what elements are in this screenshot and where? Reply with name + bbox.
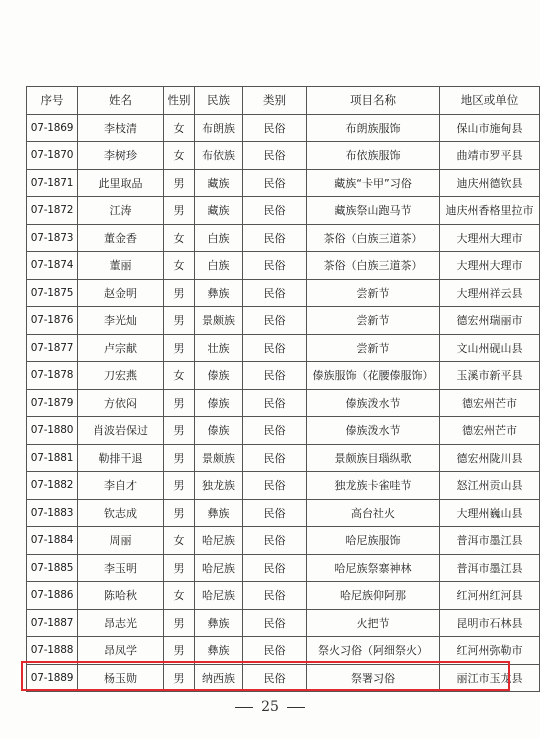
table-row bbox=[27, 389, 540, 417]
cell-ethnicity: 彝族 bbox=[195, 637, 243, 665]
cell-name: 肖波岩保过 bbox=[78, 417, 164, 445]
header-ethnicity: 民族 bbox=[195, 87, 243, 115]
cell-ethnicity: 景颇族 bbox=[195, 307, 243, 335]
cell-gender: 女 bbox=[164, 142, 195, 170]
table-row bbox=[27, 609, 540, 637]
cell-project: 布朗族服饰 bbox=[307, 114, 440, 142]
cell-name: 周丽 bbox=[78, 527, 164, 555]
cell-project: 哈尼族服饰 bbox=[307, 527, 440, 555]
header-gender: 性别 bbox=[164, 87, 195, 115]
cell-gender: 男 bbox=[164, 637, 195, 665]
cell-name: 刀宏燕 bbox=[78, 362, 164, 390]
cell-gender: 女 bbox=[164, 224, 195, 252]
table-row bbox=[27, 334, 540, 362]
cell-region: 迪庆州德钦县 bbox=[440, 169, 540, 197]
cell-gender: 女 bbox=[164, 582, 195, 610]
page-footer bbox=[0, 699, 540, 715]
cell-serial: 07-1883 bbox=[27, 499, 78, 527]
cell-name: 杨玉勋 bbox=[78, 664, 164, 692]
cell-region: 德宏州瑞丽市 bbox=[440, 307, 540, 335]
cell-name: 昂志光 bbox=[78, 609, 164, 637]
cell-project: 尝新节 bbox=[307, 307, 440, 335]
header-region: 地区或单位 bbox=[440, 87, 540, 115]
cell-ethnicity: 藏族 bbox=[195, 197, 243, 225]
cell-project: 茶俗（白族三道茶） bbox=[307, 224, 440, 252]
table-row bbox=[27, 252, 540, 280]
cell-region: 红河州弥勒市 bbox=[440, 637, 540, 665]
cell-serial: 07-1884 bbox=[27, 527, 78, 555]
cell-gender: 男 bbox=[164, 472, 195, 500]
cell-category: 民俗 bbox=[243, 554, 307, 582]
cell-region: 昆明市石林县 bbox=[440, 609, 540, 637]
cell-serial: 07-1871 bbox=[27, 169, 78, 197]
cell-project: 哈尼族仰阿那 bbox=[307, 582, 440, 610]
cell-ethnicity: 哈尼族 bbox=[195, 582, 243, 610]
footer-dash-right bbox=[287, 707, 305, 708]
cell-serial: 07-1880 bbox=[27, 417, 78, 445]
cell-gender: 男 bbox=[164, 197, 195, 225]
cell-name: 董丽 bbox=[78, 252, 164, 280]
cell-serial: 07-1879 bbox=[27, 389, 78, 417]
cell-ethnicity: 藏族 bbox=[195, 169, 243, 197]
cell-name: 赵金明 bbox=[78, 279, 164, 307]
cell-category: 民俗 bbox=[243, 582, 307, 610]
cell-gender: 男 bbox=[164, 334, 195, 362]
table-row bbox=[27, 224, 540, 252]
cell-serial: 07-1885 bbox=[27, 554, 78, 582]
cell-category: 民俗 bbox=[243, 334, 307, 362]
cell-gender: 男 bbox=[164, 444, 195, 472]
inheritor-table bbox=[26, 86, 540, 692]
cell-project: 傣族泼水节 bbox=[307, 389, 440, 417]
cell-project: 藏族“卡甲”习俗 bbox=[307, 169, 440, 197]
table-row bbox=[27, 169, 540, 197]
cell-category: 民俗 bbox=[243, 389, 307, 417]
cell-category: 民俗 bbox=[243, 252, 307, 280]
cell-ethnicity: 布依族 bbox=[195, 142, 243, 170]
cell-category: 民俗 bbox=[243, 527, 307, 555]
cell-gender: 女 bbox=[164, 527, 195, 555]
cell-region: 玉溪市新平县 bbox=[440, 362, 540, 390]
cell-name: 李自才 bbox=[78, 472, 164, 500]
cell-serial: 07-1869 bbox=[27, 114, 78, 142]
table-row bbox=[27, 417, 540, 445]
cell-project: 茶俗（白族三道茶） bbox=[307, 252, 440, 280]
table-row bbox=[27, 114, 540, 142]
cell-name: 李玉明 bbox=[78, 554, 164, 582]
cell-serial: 07-1873 bbox=[27, 224, 78, 252]
cell-gender: 男 bbox=[164, 664, 195, 692]
cell-category: 民俗 bbox=[243, 444, 307, 472]
cell-ethnicity: 壮族 bbox=[195, 334, 243, 362]
page-number: 25 bbox=[261, 699, 279, 715]
header-name: 姓名 bbox=[78, 87, 164, 115]
cell-region: 普洱市墨江县 bbox=[440, 527, 540, 555]
cell-project: 景颇族目瑙纵歌 bbox=[307, 444, 440, 472]
cell-region: 丽江市玉龙县 bbox=[440, 664, 540, 692]
cell-ethnicity: 彝族 bbox=[195, 279, 243, 307]
cell-gender: 男 bbox=[164, 417, 195, 445]
cell-serial: 07-1878 bbox=[27, 362, 78, 390]
cell-ethnicity: 白族 bbox=[195, 224, 243, 252]
cell-name: 陈哈秋 bbox=[78, 582, 164, 610]
cell-region: 德宏州芒市 bbox=[440, 417, 540, 445]
cell-ethnicity: 哈尼族 bbox=[195, 554, 243, 582]
cell-name: 李枝清 bbox=[78, 114, 164, 142]
cell-region: 大理州大理市 bbox=[440, 224, 540, 252]
table-row bbox=[27, 444, 540, 472]
cell-gender: 女 bbox=[164, 114, 195, 142]
table-row bbox=[27, 554, 540, 582]
cell-gender: 女 bbox=[164, 252, 195, 280]
table-row bbox=[27, 362, 540, 390]
cell-serial: 07-1877 bbox=[27, 334, 78, 362]
cell-region: 迪庆州香格里拉市 bbox=[440, 197, 540, 225]
cell-gender: 男 bbox=[164, 609, 195, 637]
cell-ethnicity: 纳西族 bbox=[195, 664, 243, 692]
cell-name: 卢宗献 bbox=[78, 334, 164, 362]
cell-name: 李光灿 bbox=[78, 307, 164, 335]
cell-serial: 07-1887 bbox=[27, 609, 78, 637]
cell-name: 钦志成 bbox=[78, 499, 164, 527]
table-row bbox=[27, 499, 540, 527]
cell-category: 民俗 bbox=[243, 417, 307, 445]
cell-gender: 男 bbox=[164, 169, 195, 197]
cell-category: 民俗 bbox=[243, 169, 307, 197]
cell-ethnicity: 独龙族 bbox=[195, 472, 243, 500]
header-project: 项目名称 bbox=[307, 87, 440, 115]
cell-category: 民俗 bbox=[243, 142, 307, 170]
cell-name: 昂凤学 bbox=[78, 637, 164, 665]
cell-project: 傣族泼水节 bbox=[307, 417, 440, 445]
cell-gender: 男 bbox=[164, 499, 195, 527]
table-row bbox=[27, 664, 540, 692]
cell-region: 文山州砚山县 bbox=[440, 334, 540, 362]
cell-ethnicity: 白族 bbox=[195, 252, 243, 280]
cell-serial: 07-1882 bbox=[27, 472, 78, 500]
header-serial: 序号 bbox=[27, 87, 78, 115]
header-row bbox=[27, 87, 540, 115]
table-header bbox=[27, 87, 540, 115]
table-body bbox=[27, 114, 540, 692]
cell-gender: 女 bbox=[164, 362, 195, 390]
table-row bbox=[27, 142, 540, 170]
cell-project: 尝新节 bbox=[307, 279, 440, 307]
table-row bbox=[27, 527, 540, 555]
cell-category: 民俗 bbox=[243, 279, 307, 307]
cell-serial: 07-1889 bbox=[27, 664, 78, 692]
table-row bbox=[27, 582, 540, 610]
table-row bbox=[27, 307, 540, 335]
cell-name: 董金香 bbox=[78, 224, 164, 252]
cell-project: 藏族祭山跑马节 bbox=[307, 197, 440, 225]
cell-gender: 男 bbox=[164, 554, 195, 582]
cell-ethnicity: 彝族 bbox=[195, 499, 243, 527]
cell-name: 李树珍 bbox=[78, 142, 164, 170]
cell-project: 哈尼族祭寨神林 bbox=[307, 554, 440, 582]
cell-ethnicity: 傣族 bbox=[195, 389, 243, 417]
cell-region: 德宏州芒市 bbox=[440, 389, 540, 417]
cell-name: 江涛 bbox=[78, 197, 164, 225]
cell-project: 祭火习俗（阿细祭火） bbox=[307, 637, 440, 665]
cell-ethnicity: 布朗族 bbox=[195, 114, 243, 142]
cell-name: 此里取品 bbox=[78, 169, 164, 197]
cell-category: 民俗 bbox=[243, 609, 307, 637]
cell-category: 民俗 bbox=[243, 664, 307, 692]
cell-project: 独龙族卡雀哇节 bbox=[307, 472, 440, 500]
cell-project: 祭署习俗 bbox=[307, 664, 440, 692]
cell-name: 方依闷 bbox=[78, 389, 164, 417]
cell-category: 民俗 bbox=[243, 197, 307, 225]
cell-ethnicity: 哈尼族 bbox=[195, 527, 243, 555]
cell-project: 尝新节 bbox=[307, 334, 440, 362]
cell-serial: 07-1886 bbox=[27, 582, 78, 610]
header-category: 类别 bbox=[243, 87, 307, 115]
cell-region: 曲靖市罗平县 bbox=[440, 142, 540, 170]
cell-serial: 07-1881 bbox=[27, 444, 78, 472]
cell-project: 傣族服饰（花腰傣服饰） bbox=[307, 362, 440, 390]
cell-project: 高台社火 bbox=[307, 499, 440, 527]
cell-name: 勒排干退 bbox=[78, 444, 164, 472]
cell-ethnicity: 傣族 bbox=[195, 362, 243, 390]
cell-serial: 07-1876 bbox=[27, 307, 78, 335]
cell-region: 保山市施甸县 bbox=[440, 114, 540, 142]
cell-serial: 07-1872 bbox=[27, 197, 78, 225]
footer-dash-left bbox=[235, 707, 253, 708]
cell-ethnicity: 景颇族 bbox=[195, 444, 243, 472]
cell-region: 大理州大理市 bbox=[440, 252, 540, 280]
cell-region: 大理州祥云县 bbox=[440, 279, 540, 307]
cell-region: 普洱市墨江县 bbox=[440, 554, 540, 582]
cell-serial: 07-1888 bbox=[27, 637, 78, 665]
cell-gender: 男 bbox=[164, 307, 195, 335]
cell-region: 大理州巍山县 bbox=[440, 499, 540, 527]
cell-project: 布依族服饰 bbox=[307, 142, 440, 170]
cell-serial: 07-1874 bbox=[27, 252, 78, 280]
cell-ethnicity: 傣族 bbox=[195, 417, 243, 445]
cell-category: 民俗 bbox=[243, 114, 307, 142]
table-row bbox=[27, 637, 540, 665]
cell-ethnicity: 彝族 bbox=[195, 609, 243, 637]
cell-category: 民俗 bbox=[243, 307, 307, 335]
cell-category: 民俗 bbox=[243, 499, 307, 527]
cell-gender: 男 bbox=[164, 279, 195, 307]
table-row bbox=[27, 472, 540, 500]
cell-region: 怒江州贡山县 bbox=[440, 472, 540, 500]
cell-category: 民俗 bbox=[243, 362, 307, 390]
cell-region: 德宏州陇川县 bbox=[440, 444, 540, 472]
cell-category: 民俗 bbox=[243, 472, 307, 500]
table-row bbox=[27, 279, 540, 307]
cell-project: 火把节 bbox=[307, 609, 440, 637]
cell-serial: 07-1875 bbox=[27, 279, 78, 307]
cell-region: 红河州红河县 bbox=[440, 582, 540, 610]
cell-serial: 07-1870 bbox=[27, 142, 78, 170]
cell-category: 民俗 bbox=[243, 224, 307, 252]
cell-category: 民俗 bbox=[243, 637, 307, 665]
table-row bbox=[27, 197, 540, 225]
cell-gender: 男 bbox=[164, 389, 195, 417]
